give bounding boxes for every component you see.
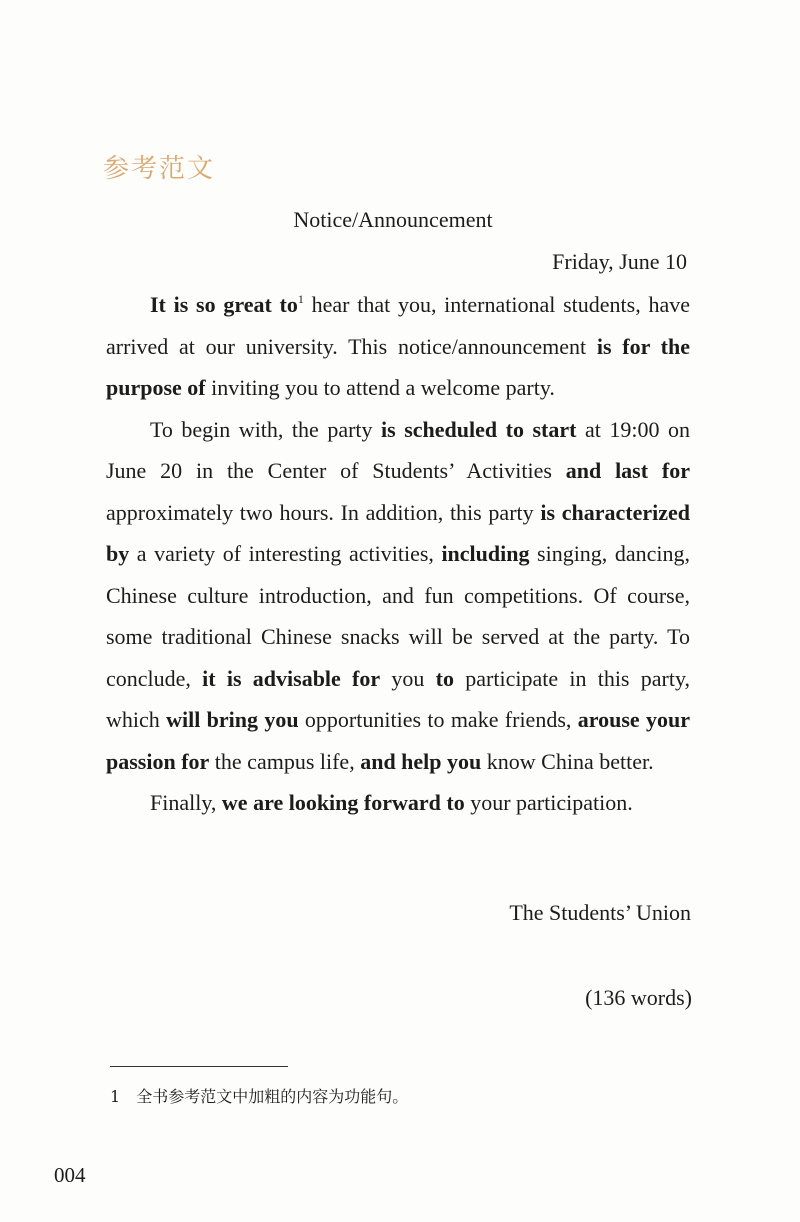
functional-phrase: including [441, 541, 530, 566]
body-text: participate in this party, which [106, 665, 691, 732]
body-text: you [380, 665, 436, 691]
functional-phrase: and last for [565, 458, 690, 483]
functional-phrase: It is so great to [150, 292, 298, 317]
functional-phrase: is scheduled to start [381, 416, 577, 442]
functional-phrase: to [435, 665, 454, 691]
body-paragraph [106, 409, 690, 783]
body-text: singing, dancing, Chinese culture introduction, and fun competitions. Of course, some traditional Chinese snacks will be served at the party. To conclude, [106, 541, 690, 691]
notice-title: Notice/Announcement [293, 207, 493, 232]
body-text: approximately two hours. In addition, this party [106, 499, 541, 525]
body-text: at 19:00 on June 20 in the Center of Students’ Activities [106, 416, 690, 483]
functional-phrase: will bring you [166, 707, 299, 732]
body-text: know China better. [481, 748, 654, 774]
footnote-marker: 1 [297, 292, 304, 306]
signature: The Students’ Union [509, 900, 691, 925]
notice-body [106, 284, 690, 824]
footnote-divider [110, 1066, 288, 1067]
body-text: hear that you, international students, have arrived at our university. This notice/announcement [106, 292, 690, 359]
footnote [110, 1084, 408, 1107]
section-label: 参考范文 [103, 154, 216, 184]
functional-phrase: it is advisable for [202, 665, 381, 691]
footnote-number: 1 [110, 1087, 121, 1106]
footnote-text: 全书参考范文中加粗的内容为功能句。 [136, 1087, 409, 1106]
body-text: the campus life, [209, 748, 361, 774]
functional-phrase: we are looking forward to [221, 790, 465, 815]
body-text: opportunities to make friends, [298, 707, 578, 732]
body-paragraph [106, 284, 690, 409]
body-text: your participation. [464, 790, 633, 815]
word-count: (136 words) [585, 985, 692, 1010]
functional-phrase: is for the purpose of [106, 333, 690, 400]
body-text: To begin with, the party [150, 416, 382, 442]
page-number: 004 [54, 1163, 86, 1187]
body-paragraph [106, 782, 690, 824]
body-text: Finally, [150, 790, 222, 815]
body-text: a variety of interesting activities, [129, 541, 442, 566]
functional-phrase: is characterized by [106, 499, 691, 566]
body-text: inviting you to attend a welcome party. [205, 375, 555, 400]
functional-phrase: and help you [360, 748, 482, 774]
notice-date: Friday, June 10 [552, 249, 687, 274]
functional-phrase: arouse your passion for [106, 707, 690, 774]
